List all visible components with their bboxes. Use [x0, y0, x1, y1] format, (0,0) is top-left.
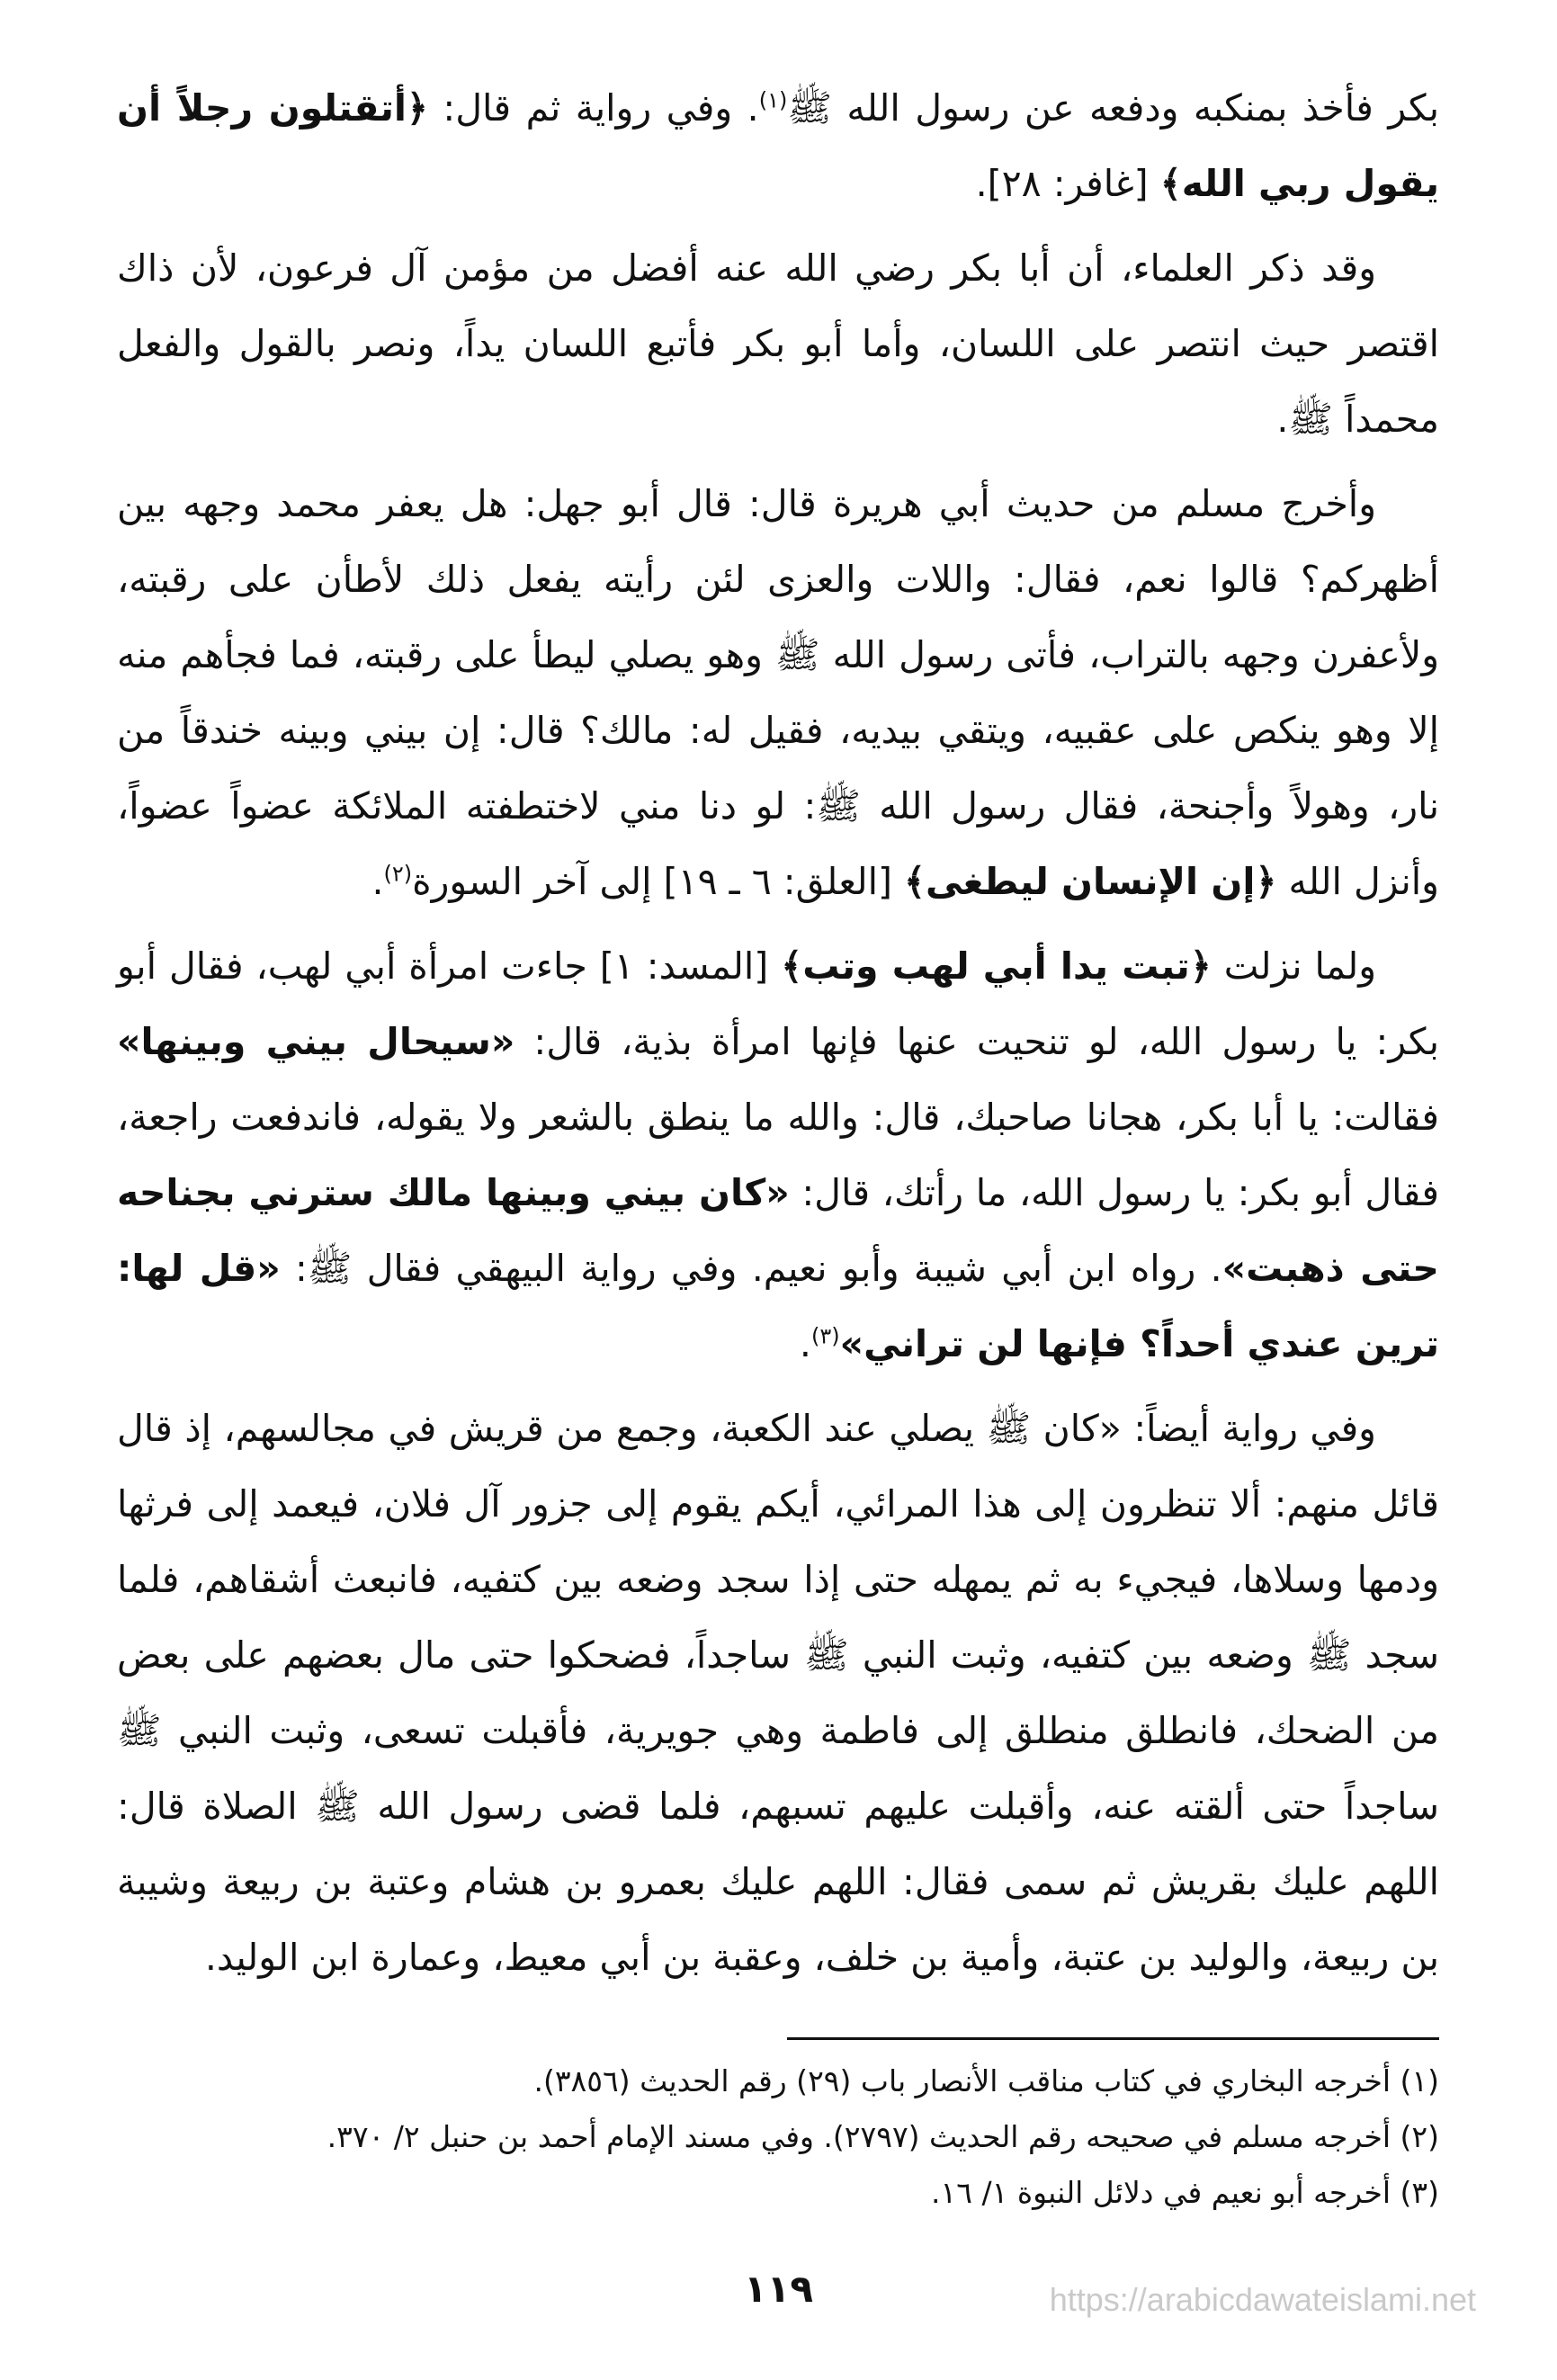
paragraph-5: وفي رواية أيضاً: «كان ﷺ يصلي عند الكعبة، وجمع من قريش في مجالسهم، إذ قال قائل منهم: ألا تنظرون إلى هذا المرائي، أيكم يقوم إلى جزور آل فلان، فيعمد إلى فرثها ودمها وسلاها، فيجيء به ثم يمهله حتى إذا سجد وضعه بين كتفيه، فانبعث أشقاهم، فلما سجد ﷺ وضعه بين كتفيه، وثبت النبي ﷺ ساجداً، فضحكوا حتى مال بعضهم على بعض من الضحك، فانطلق منطلق إلى فاطمة وهي جويرية، فأقبلت تسعى، وثبت النبي ﷺ ساجداً حتى ألقته عنه، وأقبلت عليهم تسبهم، فلما قضى رسول الله ﷺ الصلاة قال: اللهم عليك بقريش ثم سمى فقال: اللهم عليك بعمرو بن هشام وعتبة بن ربيعة وشيبة بن ربيعة، والوليد بن عتبة، وأمية بن خلف، وعقبة بن أبي معيط، وعمارة ابن الوليد. — [117, 1407, 1439, 1979]
footnote-ref-1[interactable]: (١) — [758, 87, 788, 113]
footnote-1: (١) أخرجه البخاري في كتاب مناقب الأنصار باب (٢٩) رقم الحديث (٣٨٥٦). — [533, 2063, 1439, 2098]
hadith-quote-3: «قل لها: ترين عندي أحداً؟ فإنها لن تراني» — [117, 1247, 1439, 1365]
paragraph-3 — [117, 466, 1439, 919]
paragraph-1-text-b: . وفي رواية ثم قال: — [427, 86, 759, 130]
paragraph-4-text-b: [المسد: ١] جاءت امرأة أبي لهب، فقال أبو بكر: يا رسول الله، لو تنحيت عنها فإنها امرأة بذية، قال: — [117, 944, 1439, 1063]
paragraph-4-text-c: فقالت: يا أبا بكر، هجانا صاحبك، قال: والله ما ينطق بالشعر ولا يقوله، فاندفعت راجعة، فقال أبو بكر: يا رسول الله، ما رأتك، قال: — [117, 1096, 1439, 1214]
footnote-ref-2[interactable]: (٢) — [383, 861, 413, 887]
paragraph-3-text-c: . — [371, 860, 384, 903]
hadith-quote-2: «كان بيني وبينها مالك سترني بجناحه حتى ذهبت» — [117, 1171, 1439, 1290]
quran-quote-masad: ﴿تبت يدا أبي لهب وتب﴾ — [781, 944, 1212, 988]
quran-quote-ghafir: ﴿أتقتلون رجلاً أن يقول ربي الله﴾ — [117, 86, 1439, 205]
paragraph-3-text-a: وأخرج مسلم من حديث أبي هريرة قال: قال أبو جهل: هل يعفر محمد وجهه بين أظهركم؟ قالوا نعم، فقال: واللات والعزى لئن رأيته يفعل ذلك لأطأن على رقبته، ولأعفرن وجهه بالتراب، فأتى رسول الله ﷺ وهو يصلي ليطأ على رقبته، فما فجأهم منه إلا وهو ينكص على عقبيه، ويتقي بيديه، فقيل له: مالك؟ قال: إن بيني وبينه خندقاً من نار، وهولاً وأجنحة، فقال رسول الله ﷺ: لو دنا مني لاختطفته الملائكة عضواً عضواً، وأنزل الله — [117, 482, 1439, 903]
paragraph-3-text-b: [العلق: ٦ ـ ١٩] إلى آخر السورة — [412, 860, 905, 903]
paragraph-1-text-a: بكر فأخذ بمنكبه ودفعه عن رسول الله ﷺ — [787, 86, 1440, 130]
watermark-url: https://arabicdawateislami.net — [1049, 2281, 1476, 2318]
quran-quote-alaq: ﴿إن الإنسان ليطغى﴾ — [904, 860, 1277, 903]
footnotes — [117, 2053, 1439, 2221]
footnote-ref-3[interactable]: (٣) — [810, 1323, 840, 1349]
paragraph-1-text-c: [غافر: ٢٨]. — [975, 162, 1160, 205]
footnote-separator — [787, 2037, 1439, 2040]
page-body — [117, 70, 1439, 2004]
hadith-quote-1: «سيحال بيني وبينها» — [117, 1020, 515, 1063]
paragraph-1 — [117, 70, 1439, 221]
footnote-3: (٣) أخرجه أبو نعيم في دلائل النبوة ١/ ١٦. — [931, 2175, 1439, 2210]
paragraph-4-text-d: . رواه ابن أبي شيبة وأبو نعيم. وفي رواية البيهقي فقال ﷺ: — [280, 1247, 1222, 1290]
paragraph-4-text-a: ولما نزلت — [1211, 944, 1376, 988]
page-number: ١١٩ — [744, 2267, 813, 2311]
paragraph-4 — [117, 928, 1439, 1382]
footnote-2: (٢) أخرجه مسلم في صحيحه رقم الحديث (٢٧٩٧). وفي مسند الإمام أحمد بن حنبل ٢/ ٣٧٠. — [327, 2119, 1439, 2154]
paragraph-4-text-e: . — [799, 1322, 811, 1365]
paragraph-2: وقد ذكر العلماء، أن أبا بكر رضي الله عنه أفضل من مؤمن آل فرعون، لأن ذاك اقتصر حيث انتصر على اللسان، وأما أبو بكر فأتبع اللسان يداً، ونصر بالقول والفعل محمداً ﷺ. — [117, 246, 1439, 441]
